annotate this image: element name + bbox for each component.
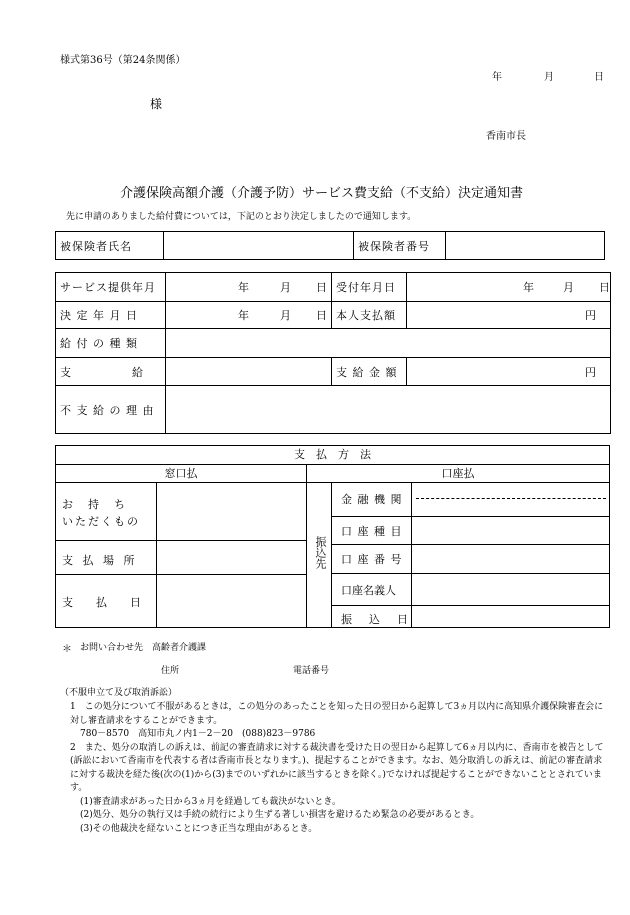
bank-branch-divider bbox=[416, 498, 606, 499]
received-date-field bbox=[407, 273, 611, 302]
bring-label-2: いただくもの bbox=[62, 515, 140, 528]
divider bbox=[332, 544, 609, 545]
decision-year: 年 bbox=[238, 309, 249, 322]
service-day: 日 bbox=[316, 281, 327, 294]
divider bbox=[332, 573, 609, 574]
payment-amount-yen: 円 bbox=[585, 365, 596, 379]
non-payment-reason-label: 不 支 給 の 理 由 bbox=[56, 386, 166, 434]
date-year: 年 bbox=[492, 72, 502, 83]
divider bbox=[332, 516, 609, 517]
service-month: 月 bbox=[280, 281, 291, 294]
addressee-suffix: 様 bbox=[150, 97, 163, 111]
insured-number-label: 被保険者番号 bbox=[354, 232, 446, 260]
contact-address-label: 住所 bbox=[161, 666, 180, 676]
divider bbox=[56, 540, 306, 541]
contact-label: お問い合わせ先 高齢者介護課 bbox=[80, 643, 207, 653]
date-day: 日 bbox=[594, 72, 604, 83]
decision-date-field bbox=[166, 302, 332, 329]
self-paid-field bbox=[407, 302, 611, 329]
account-payment-header: 口座払 bbox=[307, 465, 609, 483]
decision-date-label: 決 定 年 月 日 bbox=[56, 302, 166, 329]
contact-asterisk: ＊ bbox=[62, 644, 72, 655]
service-year: 年 bbox=[238, 281, 249, 294]
self-paid-label: 本人支払額 bbox=[332, 302, 407, 329]
received-day: 日 bbox=[599, 281, 610, 294]
transfer-label: 振込先 bbox=[314, 536, 327, 569]
received-month: 月 bbox=[563, 281, 574, 294]
benefit-type-field bbox=[166, 329, 611, 358]
contact-phone-label: 電話番号 bbox=[293, 666, 330, 676]
bank-label: 金 融 機 関 bbox=[341, 493, 403, 506]
divider bbox=[56, 574, 306, 575]
benefit-type-label: 給 付 の 種 類 bbox=[56, 329, 166, 358]
payment-amount-label: 支 給 金 額 bbox=[332, 358, 407, 386]
payment-field bbox=[166, 358, 332, 386]
decision-day: 日 bbox=[316, 309, 327, 322]
received-year: 年 bbox=[523, 281, 534, 294]
document-title: 介護保険高額介護（介護予防）サービス費支給（不支給）決定通知書 bbox=[120, 186, 524, 201]
appeal-condition-1: (1)審査請求があった日から3ヵ月を経過しても裁決がないとき。 bbox=[80, 796, 342, 807]
appeal-notes bbox=[66, 701, 611, 836]
service-month-field bbox=[166, 273, 332, 302]
intro-text: 先に申請のありました給付費については，下記のとおり決定しましたので通知します。 bbox=[66, 212, 417, 222]
self-paid-yen: 円 bbox=[585, 309, 596, 322]
payment-amount-field bbox=[407, 358, 611, 386]
detail-table bbox=[55, 272, 611, 434]
service-month-label: サービス提供年月 bbox=[56, 273, 166, 302]
appeal-condition-3: (3)その他裁決を経ないことにつき正当な理由があるとき。 bbox=[80, 823, 318, 834]
counter-payment-header: 窓口払 bbox=[56, 465, 307, 483]
insured-number-field bbox=[446, 232, 605, 260]
counter-value-column bbox=[157, 483, 307, 628]
insured-name-label: 被保険者氏名 bbox=[56, 232, 164, 260]
payment-method-header: 支 払 方 法 bbox=[56, 446, 609, 465]
issuer: 香南市長 bbox=[486, 131, 526, 142]
form-number: 様式第36号（第24条関係） bbox=[60, 55, 186, 66]
transfer-date-label: 振 込 日 bbox=[341, 613, 411, 626]
insured-table bbox=[55, 231, 605, 260]
received-date-label: 受付年月日 bbox=[332, 273, 407, 302]
account-holder-label: 口座名義人 bbox=[341, 584, 396, 597]
divider bbox=[332, 605, 609, 606]
appeal-note-1: 1 この処分について不服があるときは，この処分のあったことを知った日の翌日から起算して3ヵ月以内に高知県介護保険審査会に対し審査請求をすることができます。 bbox=[70, 702, 604, 726]
payment-date-label: 支 払 日 bbox=[62, 596, 147, 609]
payment-label: 支 給 bbox=[56, 358, 166, 386]
payment-method-table bbox=[55, 445, 610, 628]
place-label: 支 払 場 所 bbox=[62, 554, 138, 567]
appeal-condition-2: (2)処分、処分の執行又は手続の続行により生ずる著しい損害を避けるため緊急の必要があるとき。 bbox=[80, 810, 480, 820]
appeal-note-2: 2 また、処分の取消しの訴えは、前記の審査請求に対する裁決書を受けた日の翌日から起算して6ヵ月以内に、香南市を被告として(訴訟において香南市を代表する者は香南市長となります。)、提起することができます。なお、処分取消しの訴えは、前記の審査請求に対する裁決を経た後(次の(1)から(3)までのいずれかに該当するときを除く。)でなければ提起することができないこととされています。 bbox=[70, 742, 604, 793]
bring-label-1: お 持 ち bbox=[62, 498, 127, 511]
non-payment-reason-field bbox=[166, 386, 611, 434]
decision-month: 月 bbox=[280, 309, 291, 322]
appeal-heading: （不服申立て及び取消訴訟） bbox=[60, 688, 178, 698]
date-month: 月 bbox=[544, 72, 554, 83]
appeal-address: 780－8570 高知市丸ノ内1－2－20 (088)823－9786 bbox=[80, 729, 316, 739]
account-number-label: 口 座 番 号 bbox=[341, 553, 403, 566]
insured-name-field bbox=[164, 232, 354, 260]
account-type-label: 口 座 種 目 bbox=[341, 525, 403, 538]
